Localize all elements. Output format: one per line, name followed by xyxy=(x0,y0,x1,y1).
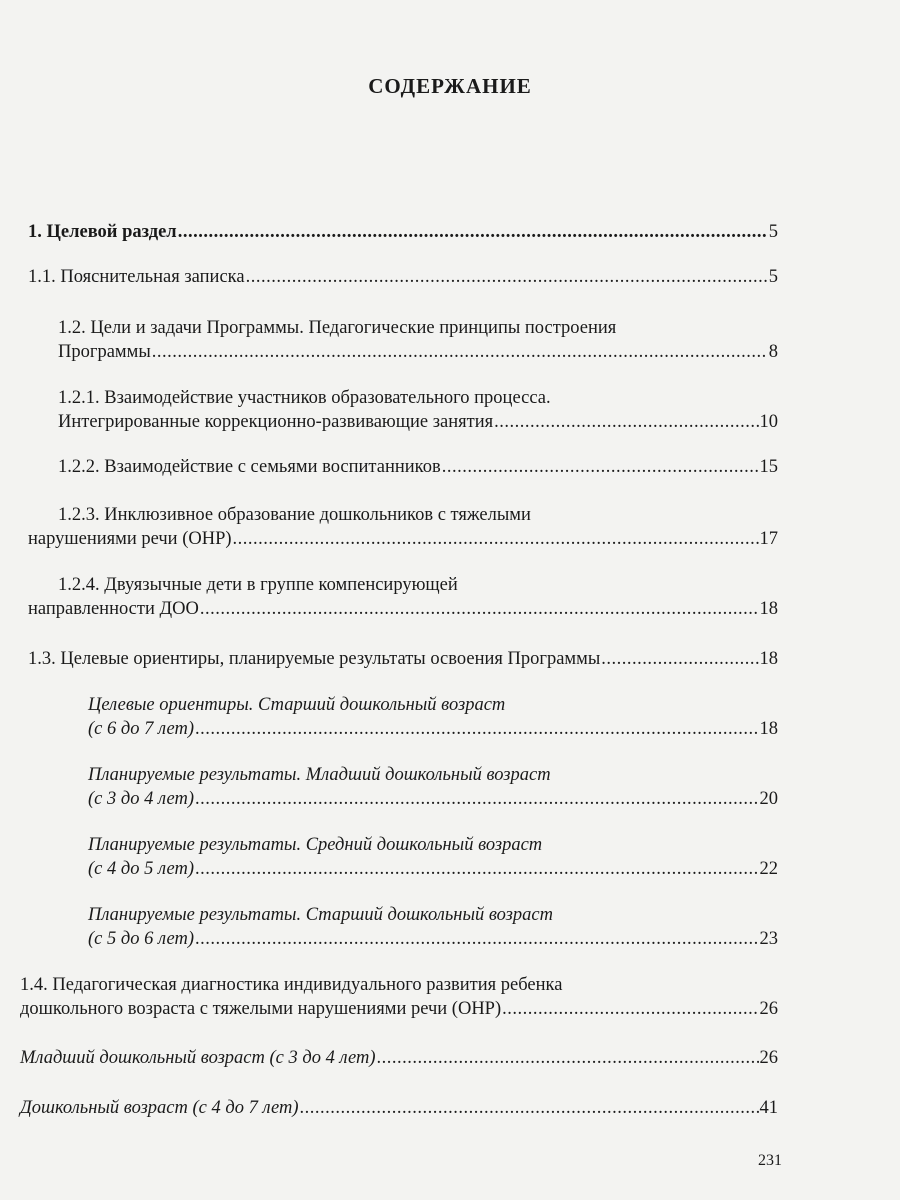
entry-text: Планируемые результаты. Младший дошкольный возраст xyxy=(88,765,551,785)
entry-text: 1.2.1. Взаимодействие участников образовательного процесса. xyxy=(58,388,551,408)
toc-entry-1-1[interactable] xyxy=(28,265,778,289)
page-number: 231 xyxy=(758,1152,782,1169)
entry-text: Целевые ориентиры. Старший дошкольный возраст xyxy=(88,695,506,715)
entry-text: (с 5 до 6 лет) xyxy=(88,929,194,949)
entry-page: 5 xyxy=(768,222,778,242)
entry-text: 1.2.3. Инклюзивное образование дошкольников с тяжелыми xyxy=(58,505,531,525)
page-title: СОДЕРЖАНИЕ xyxy=(368,74,532,98)
toc-entry-results-junior[interactable] xyxy=(58,763,778,811)
entry-text: 1.1. Пояснительная записка xyxy=(28,267,245,287)
toc-entry-diag-junior[interactable] xyxy=(20,1046,778,1070)
leader-dots xyxy=(152,340,768,364)
leader-dots xyxy=(233,527,759,551)
entry-text: 1.2. Цели и задачи Программы. Педагогические принципы построения xyxy=(58,318,617,338)
entry-text: дошкольного возраста с тяжелыми нарушениями речи (ОНР) xyxy=(20,999,502,1019)
entry-text: (с 6 до 7 лет) xyxy=(88,719,194,739)
toc-entry-results-middle[interactable] xyxy=(58,833,778,881)
toc-entry-diag-preschool[interactable] xyxy=(20,1096,778,1120)
entry-page: 26 xyxy=(759,1048,778,1068)
entry-page: 20 xyxy=(759,789,778,809)
entry-page: 15 xyxy=(759,457,778,477)
entry-text: нарушениями речи (ОНР) xyxy=(28,529,232,549)
toc-entry-1-4[interactable] xyxy=(20,973,778,1021)
toc-entry-1-2-2[interactable] xyxy=(58,455,778,479)
entry-text: Планируемые результаты. Старший дошкольный возраст xyxy=(88,905,553,925)
leader-dots xyxy=(195,857,759,881)
leader-dots xyxy=(376,1046,758,1070)
entry-text: направленности ДОО xyxy=(28,599,199,619)
entry-page: 5 xyxy=(768,267,778,287)
leader-dots xyxy=(246,265,768,289)
entry-text: (с 4 до 5 лет) xyxy=(88,859,194,879)
entry-page: 23 xyxy=(759,929,778,949)
entry-text: Младший дошкольный возраст (с 3 до 4 лет) xyxy=(20,1048,376,1068)
entry-text: 1.2.4. Двуязычные дети в группе компенсирующей xyxy=(58,575,458,595)
toc-entry-1-2[interactable] xyxy=(58,316,778,364)
toc-entry-1-3[interactable] xyxy=(28,647,778,671)
toc-entry-1[interactable] xyxy=(28,220,778,244)
leader-dots xyxy=(195,927,759,951)
entry-text: Дошкольный возраст (с 4 до 7 лет) xyxy=(20,1098,299,1118)
entry-page: 22 xyxy=(759,859,778,879)
leader-dots xyxy=(300,1096,759,1120)
leader-dots xyxy=(502,997,758,1021)
entry-page: 10 xyxy=(759,412,778,432)
toc-entry-results-senior[interactable] xyxy=(58,903,778,951)
leader-dots xyxy=(200,597,759,621)
leader-dots xyxy=(178,220,768,244)
entry-text: Интегрированные коррекционно-развивающие занятия xyxy=(58,412,494,432)
toc-entry-1-2-3[interactable] xyxy=(28,503,778,551)
entry-page: 26 xyxy=(759,999,778,1019)
toc-entry-1-2-4[interactable] xyxy=(28,573,778,621)
toc-entry-1-2-1[interactable] xyxy=(58,386,778,434)
entry-page: 18 xyxy=(759,649,778,669)
entry-page: 18 xyxy=(759,599,778,619)
entry-text: Планируемые результаты. Средний дошкольный возраст xyxy=(88,835,543,855)
leader-dots xyxy=(494,410,758,434)
leader-dots xyxy=(195,717,759,741)
leader-dots xyxy=(195,787,759,811)
toc-entry-targets-senior[interactable] xyxy=(58,693,778,741)
entry-page: 17 xyxy=(759,529,778,549)
entry-page: 18 xyxy=(759,719,778,739)
entry-text: (с 3 до 4 лет) xyxy=(88,789,194,809)
leader-dots xyxy=(442,455,759,479)
leader-dots xyxy=(601,647,758,671)
entry-page: 41 xyxy=(759,1098,778,1118)
entry-text: Программы xyxy=(58,342,151,362)
entry-text: 1.3. Целевые ориентиры, планируемые результаты освоения Программы xyxy=(28,649,601,669)
entry-page: 8 xyxy=(768,342,778,362)
entry-text: 1.2.2. Взаимодействие с семьями воспитанников xyxy=(58,457,441,477)
entry-text: 1. Целевой раздел xyxy=(28,222,177,242)
entry-text: 1.4. Педагогическая диагностика индивидуального развития ребенка xyxy=(20,975,563,995)
